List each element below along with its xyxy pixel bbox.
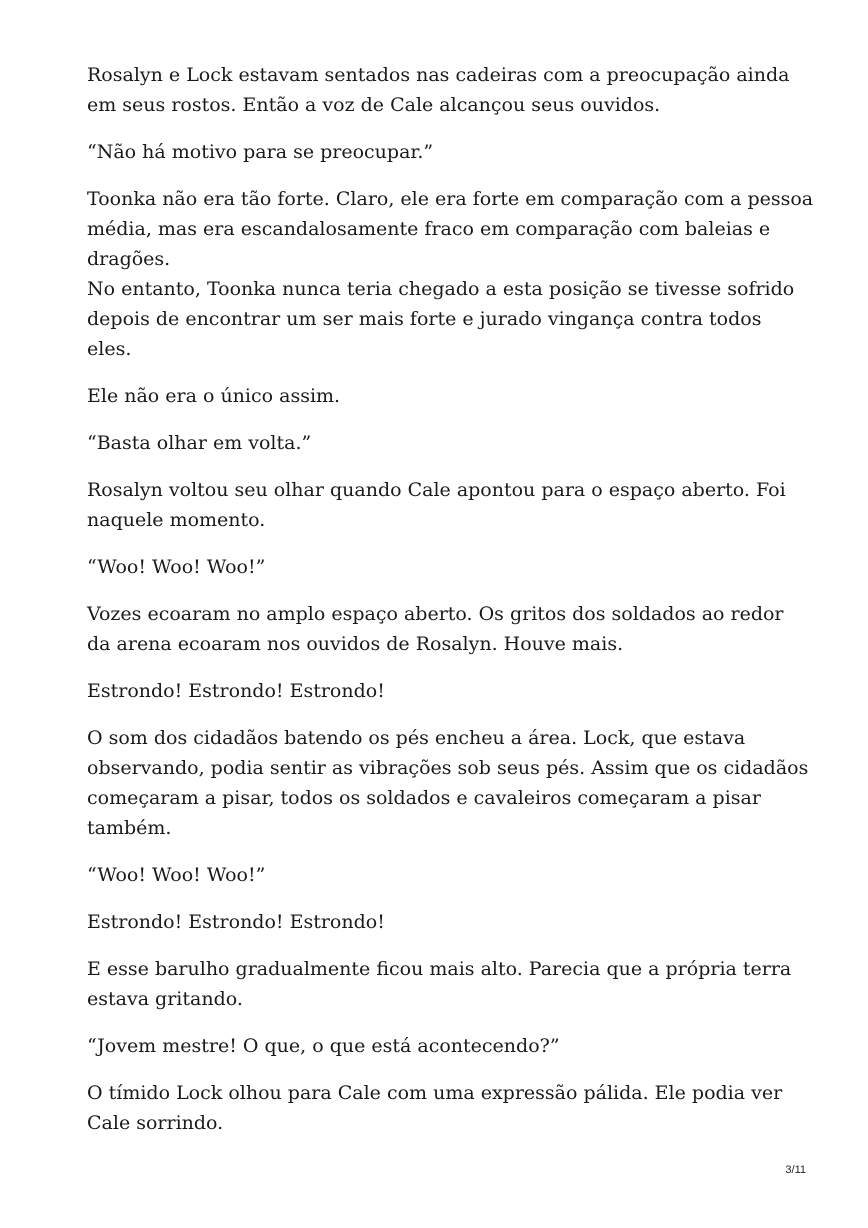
- paragraph: [87, 475, 795, 535]
- paragraph: [87, 723, 809, 843]
- text-line: Rosalyn e Lock estavam sentados nas cadeiras com a preocupação ainda: [87, 64, 790, 86]
- text-line: “Woo! Woo! Woo!”: [87, 864, 266, 886]
- text-line: depois de encontrar um ser mais forte e jurado vingança contra todos: [87, 308, 762, 330]
- text-line: Vozes ecoaram no amplo espaço aberto. Os gritos dos soldados ao redor: [87, 603, 784, 625]
- text-line: O som dos cidadãos batendo os pés encheu a área. Lock, que estava: [87, 727, 746, 749]
- text-line: em seus rostos. Então a voz de Cale alcançou seus ouvidos.: [87, 94, 661, 116]
- paragraph: [87, 676, 795, 706]
- paragraph: [87, 60, 795, 120]
- text-line: No entanto, Toonka nunca teria chegado a esta posição se tivesse sofrido: [87, 278, 795, 300]
- document-body: [87, 60, 814, 1155]
- text-line: também.: [87, 817, 172, 839]
- text-line: Rosalyn voltou seu olhar quando Cale apontou para o espaço aberto. Foi: [87, 479, 786, 501]
- text-line: “Não há motivo para se preocupar.”: [87, 141, 434, 163]
- text-line: O tímido Lock olhou para Cale com uma expressão pálida. Ele podia ver: [87, 1082, 783, 1104]
- text-line: naquele momento.: [87, 509, 266, 531]
- text-line: da arena ecoaram nos ouvidos de Rosalyn. Houve mais.: [87, 633, 624, 655]
- paragraph: [87, 1078, 795, 1138]
- paragraph: [87, 552, 795, 582]
- text-line: E esse barulho gradualmente ficou mais alto. Parecia que a própria terra: [87, 958, 792, 980]
- text-line: Estrondo! Estrondo! Estrondo!: [87, 911, 385, 933]
- text-line: “Jovem mestre! O que, o que está acontecendo?”: [87, 1035, 560, 1057]
- text-line: “Basta olhar em volta.”: [87, 432, 312, 454]
- text-line: Estrondo! Estrondo! Estrondo!: [87, 680, 385, 702]
- paragraph: [87, 954, 795, 1014]
- paragraph: [87, 599, 795, 659]
- paragraph: [87, 137, 795, 167]
- page-number: 3/11: [785, 1164, 806, 1176]
- text-line: média, mas era escandalosamente fraco em comparação com baleias e: [87, 218, 771, 240]
- text-line: Cale sorrindo.: [87, 1112, 224, 1134]
- text-line: “Woo! Woo! Woo!”: [87, 556, 266, 578]
- text-line: observando, podia sentir as vibrações sob seus pés. Assim que os cidadãos: [87, 757, 809, 779]
- text-line: Ele não era o único assim.: [87, 385, 341, 407]
- paragraph: [87, 381, 795, 411]
- text-line: começaram a pisar, todos os soldados e cavaleiros começaram a pisar: [87, 787, 761, 809]
- paragraph: [87, 428, 795, 458]
- text-line: estava gritando.: [87, 988, 243, 1010]
- paragraph: [87, 907, 795, 937]
- text-line: Toonka não era tão forte. Claro, ele era forte em comparação com a pessoa: [87, 188, 814, 210]
- text-line: dragões.: [87, 248, 171, 270]
- paragraph: [87, 860, 795, 890]
- paragraph: [87, 184, 814, 364]
- text-line: eles.: [87, 338, 132, 360]
- paragraph: [87, 1031, 795, 1061]
